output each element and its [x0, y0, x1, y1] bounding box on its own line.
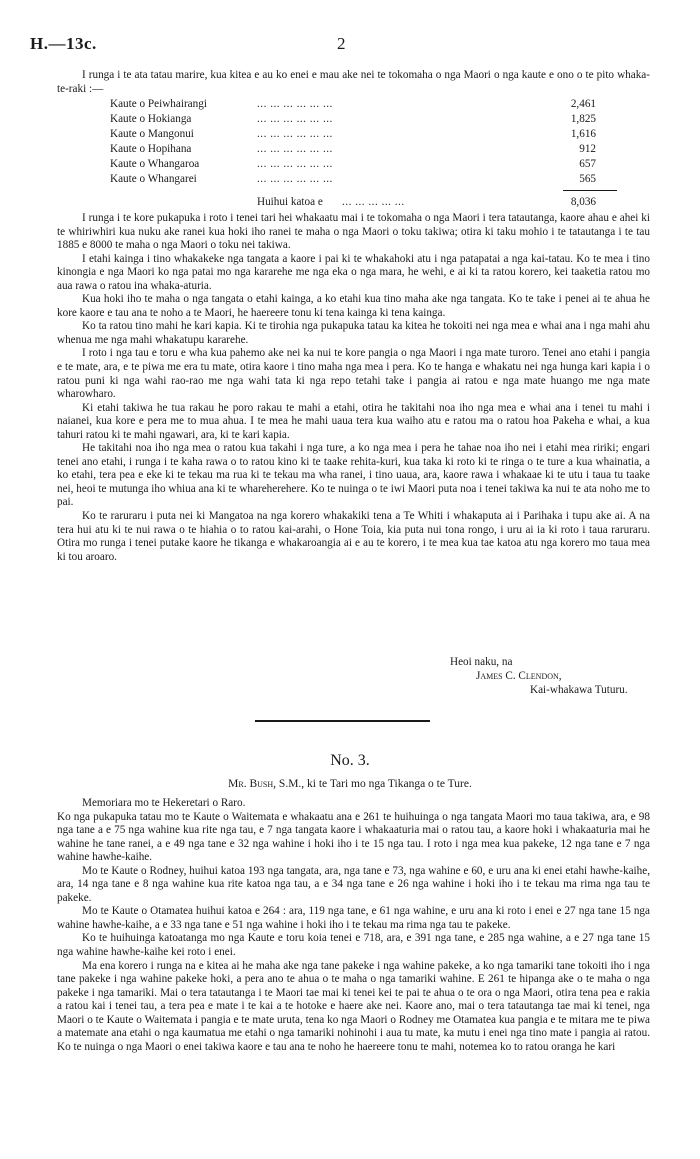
county-value: 912 — [579, 143, 596, 155]
county-name: Kaute o Peiwhairangi — [110, 98, 207, 110]
paper-reference: H.—13c. — [30, 34, 97, 53]
signatory-title: Kai-whakawa Tuturu. — [530, 684, 628, 696]
paragraph: Mo te Kaute o Rodney, huihui katoa 193 nga tangata, ara, nga tane e 73, nga wahine e 60, e uru ana ki enei etahi hawhe-kaihe, ara, 14 nga tane e 8 nga wahine kua rite katoa nga tau, a e 34 nga tane e 26 nga wahine i hoki iho i te tekau ma rima nga tau te pakeke. — [57, 864, 650, 904]
paragraph: Ki etahi takiwa he tua rakau he poro rakau te mahi a etahi, otira he takitahi noa iho nga mea e whai ana i tenei tu mahi i naianei, kua kore e pera me to mua ahua. I te mea he mahi uaua tera kua waiho atu e ratou ma o ratou hoa Pakeha e whai, a kua tahuri ratou ki te mahi ngawari, ara, ki te kari kapia. — [57, 401, 650, 441]
letter-body — [57, 212, 650, 564]
county-name: Kaute o Mangonui — [110, 128, 194, 140]
total-value: 8,036 — [570, 196, 596, 208]
table-row — [57, 143, 650, 157]
county-value: 657 — [579, 158, 596, 170]
paragraph: Ko nga pukapuka tatau mo te Kaute o Waitemata e whakaatu ana e 261 te huihuinga o nga tangata Maori mo taua takiwa, ara, e 98 nga tane a e 75 nga wahine kua rite nga tau, e 7 nga tangata kaore i whakaaturia mai o ratou tau, a kaore hoki i whakaaturia mai he wahine he tane ranei, a e 49 nga tane e 32 nga wahine i hoki iho i te 15 nga tau. I roto i nga mea kua pakeke, 12 nga tane e 7 nga wahine hawhe-kaihe. — [57, 810, 650, 864]
paragraph: Ma ena korero i runga na e kitea ai he maha ake nga tane pakeke i nga wahine pakeke, a ko nga tamariki tane tokoiti iho i nga tane pakeke i nga wahine pakeke hoki, a pera ano te ahua o te maha o nga tamariki wahine. E 261 te hipanga ake o te maha o nga pakeke i nga tamariki. Mai o tera tatautanga i te Maori tae mai ki tenei kei te pai te ahua o te ora o nga Maori, otira tena pea e rakia a ratou kai i tenei tau, a tera pea e mate i te kai a te hotoke e haere ake nei. Kaore ano, mai o tera tatautanga tae mai ki tenei, nga Maori o te Kaute o Waitemata i pangia e te mate uruta, tena ko nga Maori o Rodney me Otamatea kua pangia e te mitara me te piwa a matemate ana etahi o nga kaumatua me etahi o nga tamariki nohinohi i aua tu mate, ka mutu i enei nga tino mate i pangia ai ratou. Ko te nuinga o nga Maori o enei takiwa kaore e tau ana te noho he haereere tonu te mahi, notemea ko to ratou oranga he kari — [57, 959, 650, 1053]
total-row — [57, 196, 650, 210]
page-number: 2 — [337, 34, 346, 53]
section-divider — [255, 720, 430, 722]
county-value: 1,616 — [570, 128, 596, 140]
county-value: 2,461 — [570, 98, 596, 110]
county-name: Kaute o Hopihana — [110, 143, 192, 155]
county-name: Kaute o Whangarei — [110, 173, 197, 185]
leader-dots: ... ... ... ... ... ... — [257, 98, 333, 110]
paragraph: Ko te raruraru i puta nei ki Mangatoa na nga korero whakakiki tena a Te Whiti i whakaputa ai i Parihaka i tupu ake ai. A na tera hui atu ki te nui rawa o te hiahia o to ratou kai-arahi, o Hone Toia, kia puta nui tona rongo, i uru ai ia ki roto i taua raruraru. Otira mo runga i tenei putake kaore he tikanga e whakaroangia ai e au te korero, i te mea kua tae katoa atu nga korero mo taua mea ki tou aroaro. — [57, 510, 650, 563]
sign-off-closing: Heoi naku, na — [450, 656, 513, 668]
paragraph: Kua hoki iho te maha o nga tangata o etahi kainga, a ko etahi kua tino maha ake nga tangata. Ko te take i penei ai te ahua he kore kaore e tau ana te noho a te Maori, he haereere tonu ki tena kainga ki tena kainga. — [57, 293, 650, 319]
leader-dots: ... ... ... ... ... ... — [257, 113, 333, 125]
table-row — [57, 128, 650, 142]
table-row — [57, 173, 650, 187]
total-label: Huihui katoa e — [257, 196, 323, 208]
leader-dots: ... ... ... ... ... ... — [257, 158, 333, 170]
table-row — [57, 158, 650, 172]
county-name: Kaute o Whangaroa — [110, 158, 200, 170]
memo-line: Memoriara mo te Hekeretari o Raro. — [82, 797, 246, 809]
table-row — [57, 113, 650, 127]
signatory-name: James C. Clendon, — [476, 670, 562, 682]
leader-dots: ... ... ... ... ... ... — [257, 128, 333, 140]
leader-dots: ... ... ... ... ... ... — [257, 143, 333, 155]
county-name: Kaute o Hokianga — [110, 113, 192, 125]
sender-name: Mr. Bush — [228, 778, 274, 790]
intro-block — [57, 69, 650, 96]
section-number: No. 3. — [330, 752, 370, 769]
report-body — [57, 797, 650, 1054]
leader-dots: ... ... ... ... ... — [342, 196, 405, 208]
table-row — [57, 98, 650, 112]
paragraph: I roto i nga tau e toru e wha kua pahemo ake nei ka nui te kore pangia o nga Maori i nga mate turoro. Tenei ano etahi i pangia e te mate, ara, e te piwa me era tu mate, otira kaore i tino maha nga mea i pera. Ko te hanga e whakatu nei nga hunga kari kapia i o ratou puni ki nga wahi rao-rao me nga wahi tata ki nga repo tetahi take i pangia ai ratou e nga mate huango me nga mate wharowharo. — [57, 347, 650, 401]
paragraph: Ko ta ratou tino mahi he kari kapia. Ki te tirohia nga pukapuka tatau ka kitea he tokoiti nei nga mea e whai ana i nga mahi ahu whenua me nga mahi whakatupu kararehe. — [57, 320, 650, 346]
paragraph: He takitahi noa iho nga mea o ratou kua takahi i nga ture, a ko nga mea i pera he tahae noa iho nei i etahi mea ririki; engari tenei ano etahi, i runga i te kaha rawa o to ratou kino ki te taake rehita-kuri, kua taka ki roto ki te ringa o te ture a kua whainatia, a ko etahi, tera pea e eke ki te tekau ma rua ki te tekau ma wha ranei, i tino uaua, ara, kaore rawa i whakaae ki te utu i taua tu taake nei, heoi te mutunga iho whiua ana ki te wharehereherе. Ko te nuinga o te iwi Maori puta noa i tenei takiwa ka nui te ata noho me to pai. — [57, 442, 650, 509]
paragraph: I runga i te kore pukapuka i roto i tenei tari hei whakaatu mai i te tokomaha o nga Maori i tera tatautanga, kaore ahau e ahei ki te whiriwhiri kua nuku ake ranei kua hoki iho ranei te maha o nga Maori o toku takiwa; otira ki taku mohio i te tatautanga i te tau 1885 e 8000 te maha o nga Maori o toku nei takiwa. — [57, 212, 650, 252]
paragraph: I etahi kainga i tino whakakeke nga tangata a kaore i pai ki te whakahoki atu i nga patapatai a nga kai-tatau. Ko te mea i tino kinongia e nga Maori ko nga patai mo nga kararehe me nga eka o nga mara, he wehi, e ai ki ta ratou korero, kei taaketia ratou mo aua rawa o ratou ina whaka-aturia. — [57, 252, 650, 292]
sum-rule — [563, 190, 617, 191]
county-value: 1,825 — [570, 113, 596, 125]
sender-rest: , S.M., ki te Tari mo nga Tikanga o te Ture. — [273, 778, 472, 790]
county-value: 565 — [579, 173, 596, 185]
leader-dots: ... ... ... ... ... ... — [257, 173, 333, 185]
paragraph: Mo te Kaute o Otamatea huihui katoa e 264 : ara, 119 nga tane, e 61 nga wahine, e uru ana ki roto i enei e 27 nga tane 15 nga wahine hawhe-kaihe, a e 33 nga tane e 51 nga wahine i hoki iho i te tekau ma rima nga tau te pakeke. — [57, 905, 650, 931]
intro-paragraph: I runga i te ata tatau marire, kua kitea e au ko enei e mau ake nei te tokomaha o nga Maori o nga kaute e ono o te pito whaka-te-raki :— — [57, 69, 650, 95]
paragraph: Ko te huihuinga katoatanga mo nga Kaute e toru koia tenei e 718, ara, e 391 nga tane, e 285 nga wahine, a e 27 nga tane 15 nga wahine hawhe-kaihe kei roto i enei. — [57, 932, 650, 959]
section-heading — [0, 778, 700, 790]
